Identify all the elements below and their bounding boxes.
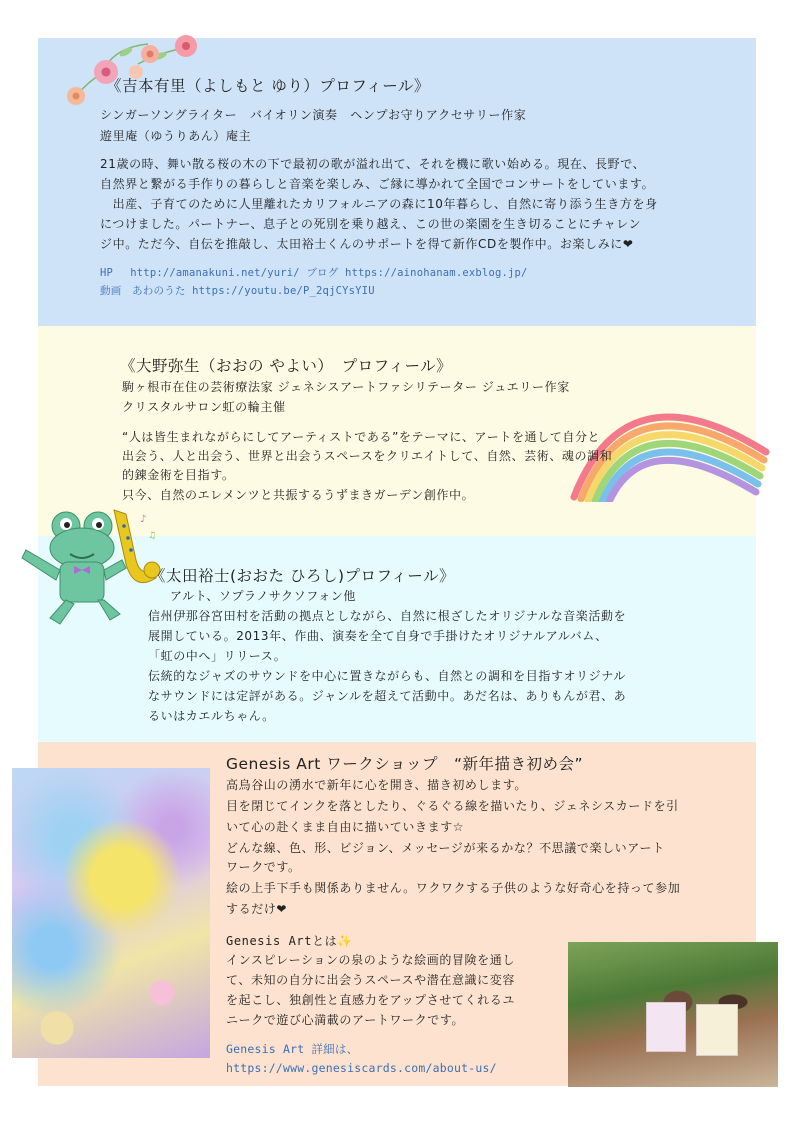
genesis-art-about-line: インスピレーションの泉のような絵画的冒険を通し xyxy=(226,953,515,967)
painting-image xyxy=(12,768,210,1058)
workshop-photo xyxy=(568,942,778,1087)
yayoi-body-line: 出会う、人と出会う、世界と出会うスペースをクリエイトして、自然、芸術、魂の調和 xyxy=(122,449,613,463)
hiroshi-body-line: 展開している。2013年、作曲、演奏を全て自身で手掛けたオリジナルアルバム、 xyxy=(148,629,608,643)
yayoi-body-line: 的錬金術を目指す。 xyxy=(122,468,235,482)
hiroshi-body-line: 伝統的なジャズのサウンドを中心に置きながらも、自然との調和を目指すオリジナル xyxy=(148,669,626,683)
genesis-art-details-label: Genesis Art 詳細は、 xyxy=(226,1042,359,1056)
yuri-body-line: 21歳の時、舞い散る桜の木の下で最初の歌が溢れ出て、それを機に歌い始める。現在、長野で、 xyxy=(100,157,646,171)
yayoi-role-line: 駒ヶ根市在住の芸術療法家 ジェネシスアートファシリテーター ジュエリー作家 xyxy=(122,380,570,394)
flower-illustration xyxy=(48,24,218,110)
hiroshi-role-line: アルト、ソプラノサクソフォン他 xyxy=(170,589,357,603)
workshop-body-line: 目を閉じてインクを落としたり、ぐるぐる線を描いたり、ジェネシスカードを引 xyxy=(226,799,679,813)
svg-text:♫: ♫ xyxy=(148,531,157,541)
hiroshi-body-line: なサウンドには定評がある。ジャンルを超えて活動中。あだ名は、ありもんが君、あ xyxy=(148,689,627,703)
yuri-role-line: シンガーソングライター バイオリン演奏 ヘンプお守りアクセサリー作家 xyxy=(100,108,527,122)
hiroshi-body-line: 「虹の中へ」リリース。 xyxy=(148,649,287,663)
genesis-art-about-line: ニークで遊び心満載のアートワークです。 xyxy=(226,1013,465,1027)
genesis-art-about-line: を起こし、独創性と直感力をアップさせてくれるユ xyxy=(226,993,515,1007)
genesis-art-about-line: て、未知の自分に出会うスペースや潜在意識に変容 xyxy=(226,973,515,987)
yuri-title-line: 遊里庵（ゆうりあん）庵主 xyxy=(100,129,252,143)
yayoi-title-line: クリスタルサロン虹の輪主催 xyxy=(122,400,286,414)
yuri-homepage-link[interactable]: HP http://amanakuni.net/yuri/ ブログ https://ainohanam.exblog.jp/ xyxy=(100,267,528,279)
yuri-body-line: ジ中。ただ今、自伝を推敲し、太田裕士くんのサポートを得て新作CDを製作中。お楽しみに❤ xyxy=(100,237,634,251)
workshop-body-line: 絵の上手下手も関係ありません。ワクワクする子供のような好奇心を持って参加 xyxy=(226,881,681,895)
yuri-profile-title: 《吉本有里（よしもと ゆり）プロフィール》 xyxy=(106,77,430,95)
frog-saxophone-illustration xyxy=(14,500,164,632)
hiroshi-body-line: 信州伊那谷宮田村を活動の拠点としながら、自然に根ざしたオリジナルな音楽活動を xyxy=(148,609,627,623)
yuri-body-line: 自然界と繋がる手作りの暮らしと音楽を楽しみ、ご縁に導かれて全国でコンサートをしています。 xyxy=(100,177,655,191)
svg-text:♪: ♪ xyxy=(140,514,147,525)
workshop-body-line: どんな線、色、形、ビジョン、メッセージが来るかな？不思議で楽しいアート xyxy=(226,841,665,855)
artwork-card xyxy=(646,1002,686,1052)
artwork-card xyxy=(696,1004,738,1056)
workshop-body-line: いて心の赴くまま自由に描いていきます☆ xyxy=(226,820,465,834)
yuri-video-link[interactable]: 動画 あわのうた https://youtu.be/P_2qjCYsYIU xyxy=(100,285,375,297)
yayoi-body-line: “人は皆生まれながらにしてアーティストである”をテーマに、アートを通して自分と xyxy=(122,430,601,444)
yayoi-profile-title: 《大野弥生（おおの やよい） プロフィール》 xyxy=(120,357,453,375)
yayoi-body-line: 只今、自然のエレメンツと共振するうずまきガーデン創作中。 xyxy=(122,488,475,502)
genesis-art-details-link[interactable]: https://www.genesiscards.com/about-us/ xyxy=(226,1061,497,1075)
workshop-body-line: するだけ❤ xyxy=(226,902,288,916)
hiroshi-body-line: るいはカエルちゃん。 xyxy=(148,709,275,723)
workshop-body-line: 高烏谷山の湧水で新年に心を開き、描き初めします。 xyxy=(226,778,527,792)
yuri-body-line: につけました。パートナー、息子との死別を乗り越え、この世の楽園を生き切ることにチャレン xyxy=(100,217,642,231)
genesis-art-heading: Genesis Artとは✨ xyxy=(226,934,353,948)
hiroshi-profile-title: 《太田裕士(おおた ひろし)プロフィール》 xyxy=(150,567,455,585)
workshop-body-line: ワークです。 xyxy=(226,860,301,874)
yuri-body-line: 出産、子育てのために人里離れたカリフォルニアの森に10年暮らし、自然に寄り添う生き方を身 xyxy=(100,197,658,211)
workshop-title: Genesis Art ワークショップ “新年描き初め会” xyxy=(226,755,584,773)
